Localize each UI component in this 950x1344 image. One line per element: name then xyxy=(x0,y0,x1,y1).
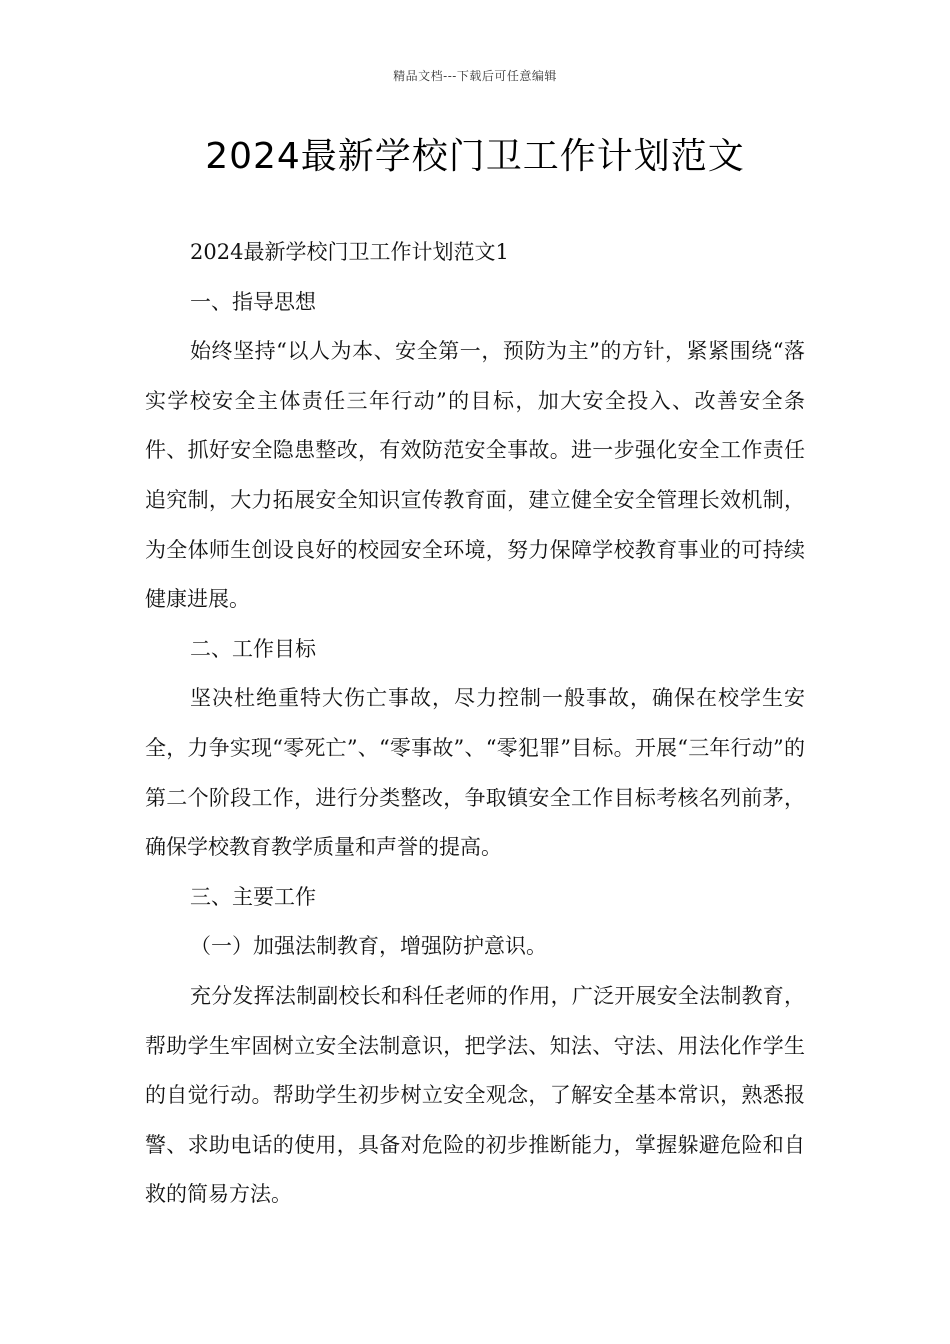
body-paragraph: 坚决杜绝重特大伤亡事故，尽力控制一般事故，确保在校学生安全，力争实现“零死亡”、“零事故”、“零犯罪”目标。开展“三年行动”的第二个阶段工作，进行分类整改，争取镇安全工作目标考核名列前茅，确保学校教育教学质量和声誉的提高。 xyxy=(145,686,805,860)
section-heading-guiding-ideology: 一、指导思想 xyxy=(190,289,316,314)
subsection-heading: （一）加强法制教育，增强防护意识。 xyxy=(190,934,547,959)
section-heading-work-goals: 二、工作目标 xyxy=(190,636,316,661)
header-note: 精品文档---下载后可任意编辑 xyxy=(393,69,557,83)
document-body xyxy=(145,228,805,1220)
body-paragraph: 始终坚持“以人为本、安全第一，预防为主”的方针，紧紧围绕“落实学校安全主体责任三年行动”的目标，加大安全投入、改善安全条件、抓好安全隐患整改，有效防范安全事故。进一步强化安全工作责任追究制，大力拓展安全知识宣传教育面，建立健全安全管理长效机制，为全体师生创设良好的校园安全环境，努力保障学校教育事业的可持续健康进展。 xyxy=(145,339,805,612)
section-heading-main-work: 三、主要工作 xyxy=(190,884,316,909)
body-paragraph: 充分发挥法制副校长和科任老师的作用，广泛开展安全法制教育，帮助学生牢固树立安全法制意识，把学法、知法、守法、用法化作学生的自觉行动。帮助学生初步树立安全观念，了解安全基本常识，熟悉报警、求助电话的使用，具备对危险的初步推断能力，掌握躲避危险和自救的简易方法。 xyxy=(145,983,805,1207)
subtitle-paragraph: 2024最新学校门卫工作计划范文1 xyxy=(190,240,509,264)
document-title: 2024最新学校门卫工作计划范文 xyxy=(205,136,745,177)
